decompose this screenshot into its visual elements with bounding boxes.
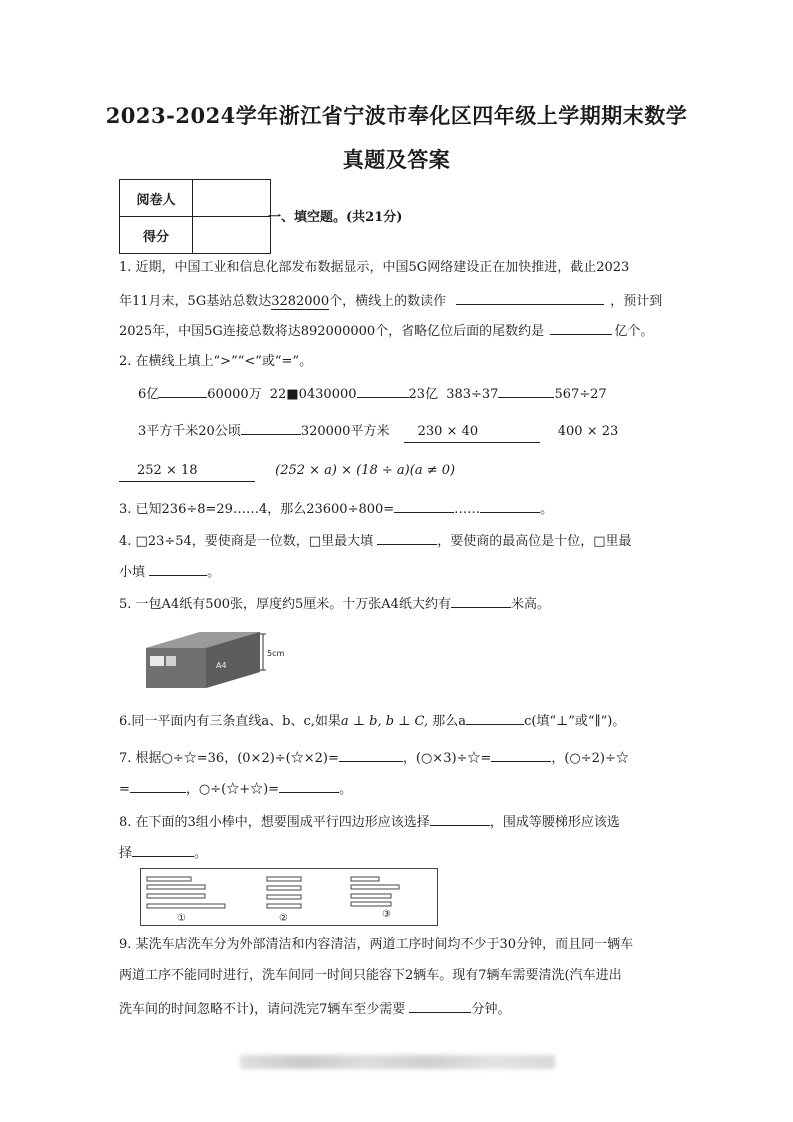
- q2-expr: 252 × 18: [119, 461, 255, 482]
- q2-line4: [119, 461, 455, 482]
- answer-blank[interactable]: [130, 778, 186, 793]
- q1-text: ，预计到: [610, 294, 663, 309]
- q4-text: 小填: [119, 565, 146, 580]
- thickness-label: 5cm: [267, 649, 285, 658]
- q7-text: ，(○×3)÷☆=: [402, 751, 492, 766]
- q7-text: 7. 根据○÷☆=36，(0×2)÷(☆×2)=: [119, 751, 339, 766]
- q7-text: ，○÷(☆+☆)=: [185, 782, 280, 797]
- footer-watermark: [240, 1055, 555, 1069]
- q4-text: ，要使商的最高位是十位，□里最: [437, 534, 632, 549]
- answer-blank[interactable]: [550, 320, 612, 335]
- q1-line2: [119, 290, 662, 312]
- score-cell: [193, 217, 271, 254]
- q1-text: 年11月末，5G基站总数达: [119, 294, 272, 309]
- reviewer-label: 阅卷人: [120, 180, 193, 217]
- stick: [147, 894, 205, 898]
- q2-line2: [138, 383, 607, 405]
- answer-blank[interactable]: [357, 383, 409, 398]
- stick: [351, 902, 391, 906]
- stick: [147, 877, 191, 881]
- answer-blank[interactable]: [409, 998, 471, 1013]
- q5-text: 米高。: [510, 597, 550, 612]
- answer-blank[interactable]: [377, 530, 437, 545]
- q4-text: 4. □23÷54，要使商是一位数，□里最大填: [119, 534, 374, 549]
- q9-text: 分钟。: [471, 1002, 511, 1017]
- answer-blank[interactable]: [279, 778, 339, 793]
- q2-line1: 2. 在横线上填上“>”“<”或“=”。: [119, 354, 313, 369]
- stick: [351, 894, 391, 898]
- q2-expr: 230 × 40: [404, 422, 540, 443]
- q2-text: 23亿: [408, 387, 439, 402]
- q5-line: [119, 593, 550, 615]
- q8-line1: [119, 811, 620, 833]
- q4-line1: [119, 530, 632, 552]
- q1-text: 亿个。: [614, 324, 654, 339]
- page-title-line1: 2023-2024学年浙江省宁波市奉化区四年级上学期期末数学: [105, 103, 688, 128]
- q8-text: 择: [119, 846, 133, 861]
- q1-line1: 1. 近期，中国工业和信息化部发布数据显示，中国5G网络建设正在加快推进，截止2023: [119, 260, 630, 275]
- q2-line3: [138, 420, 618, 443]
- q9-text: 洗车间的时间忽略不计)，请问洗完7辆车至少需要: [119, 1002, 406, 1017]
- q8-line2: [119, 842, 207, 864]
- q6-text: c(填“⊥”或“∥”)。: [524, 714, 626, 729]
- q7-text: =: [119, 782, 130, 797]
- q2-text: 6亿: [138, 387, 160, 402]
- sticks-figure: [140, 868, 438, 926]
- answer-blank[interactable]: [451, 593, 511, 608]
- answer-blank[interactable]: [491, 747, 551, 762]
- answer-blank[interactable]: [132, 842, 194, 857]
- q3-text: 。: [540, 502, 554, 517]
- answer-blank[interactable]: [339, 747, 403, 762]
- q1-text: 2025年，中国5G连接总数将达892000000个，省略亿位后面的尾数约是: [119, 324, 545, 339]
- answer-blank[interactable]: [430, 811, 490, 826]
- q2-text: 60000万: [207, 387, 262, 402]
- q7-text: ，(○÷2)÷☆: [551, 751, 629, 766]
- a4-paper-image: [140, 626, 290, 692]
- stick: [267, 895, 301, 899]
- q6-math: a ⊥ b, b ⊥ C,: [340, 714, 429, 729]
- q3-text: 3. 已知236÷8=29……4，那么23600÷800=: [119, 502, 395, 517]
- q3-text: ……: [454, 502, 481, 517]
- group-label-1: ①: [177, 913, 186, 924]
- q3-line: [119, 498, 553, 520]
- group-label-3: ③: [382, 909, 391, 920]
- answer-blank[interactable]: [480, 498, 540, 513]
- q2-text: 567÷27: [554, 387, 607, 402]
- q8-text: ，围成等腰梯形应该选: [489, 815, 620, 830]
- q1-text: 个，横线上的数读作: [329, 294, 447, 309]
- stick: [267, 904, 301, 908]
- q9-line2: 两道工序不能同时进行，洗车间同一时间只能容下2辆车。现有7辆车需要清洗(汽车进出: [119, 968, 622, 983]
- q4-text: 。: [207, 565, 221, 580]
- score-label: 得分: [120, 217, 193, 254]
- q6-text: 那么a: [432, 714, 467, 729]
- answer-blank[interactable]: [394, 498, 454, 513]
- stick: [351, 885, 399, 889]
- q2-expr: 400 × 23: [557, 424, 619, 439]
- q6-text: 6.同一平面内有三条直线a、b、c,如果: [119, 714, 341, 729]
- q6-line: [119, 710, 625, 732]
- q7-line2: [119, 778, 352, 800]
- section-heading: 一、填空题。(共21分): [268, 210, 403, 225]
- q2-expr: (252 × a) × (18 ÷ a)(a ≠ 0): [275, 463, 456, 478]
- page-title-line2: 真题及答案: [342, 147, 451, 172]
- answer-blank[interactable]: [456, 290, 604, 305]
- q9-line3: [119, 998, 511, 1020]
- score-table: [119, 179, 271, 254]
- stick: [147, 885, 205, 889]
- q7-text: 。: [339, 782, 353, 797]
- q8-text: 。: [194, 846, 208, 861]
- q2-text: 320000平方米: [300, 424, 390, 439]
- q5-text: 5. 一包A4纸有500张，厚度约5厘米。十万张A4纸大约有: [119, 597, 451, 612]
- q1-line3: [119, 320, 653, 342]
- a4-box-label: A4: [216, 661, 227, 670]
- q7-line1: [119, 747, 629, 769]
- reviewer-cell: [193, 180, 271, 217]
- q9-line1: 9. 某洗车店洗车分为外部清洁和内容清洁，两道工序时间均不少于30分钟，而且同一辆车: [119, 937, 634, 952]
- answer-blank[interactable]: [241, 420, 301, 435]
- q2-text: 3平方千米20公顷: [138, 424, 241, 439]
- q1-number: 3282000: [271, 294, 330, 309]
- answer-blank[interactable]: [149, 561, 207, 576]
- answer-blank[interactable]: [159, 383, 207, 398]
- q4-line2: [119, 561, 220, 583]
- q2-text: 22■0430000: [269, 387, 357, 402]
- stick: [147, 904, 225, 908]
- stick: [267, 886, 301, 890]
- stick: [267, 877, 301, 881]
- answer-blank[interactable]: [498, 383, 554, 398]
- q2-text: 383÷37: [446, 387, 499, 402]
- answer-blank[interactable]: [466, 710, 524, 725]
- stick: [351, 877, 379, 881]
- q8-text: 8. 在下面的3组小棒中，想要围成平行四边形应该选择: [119, 815, 430, 830]
- group-label-2: ②: [279, 913, 288, 924]
